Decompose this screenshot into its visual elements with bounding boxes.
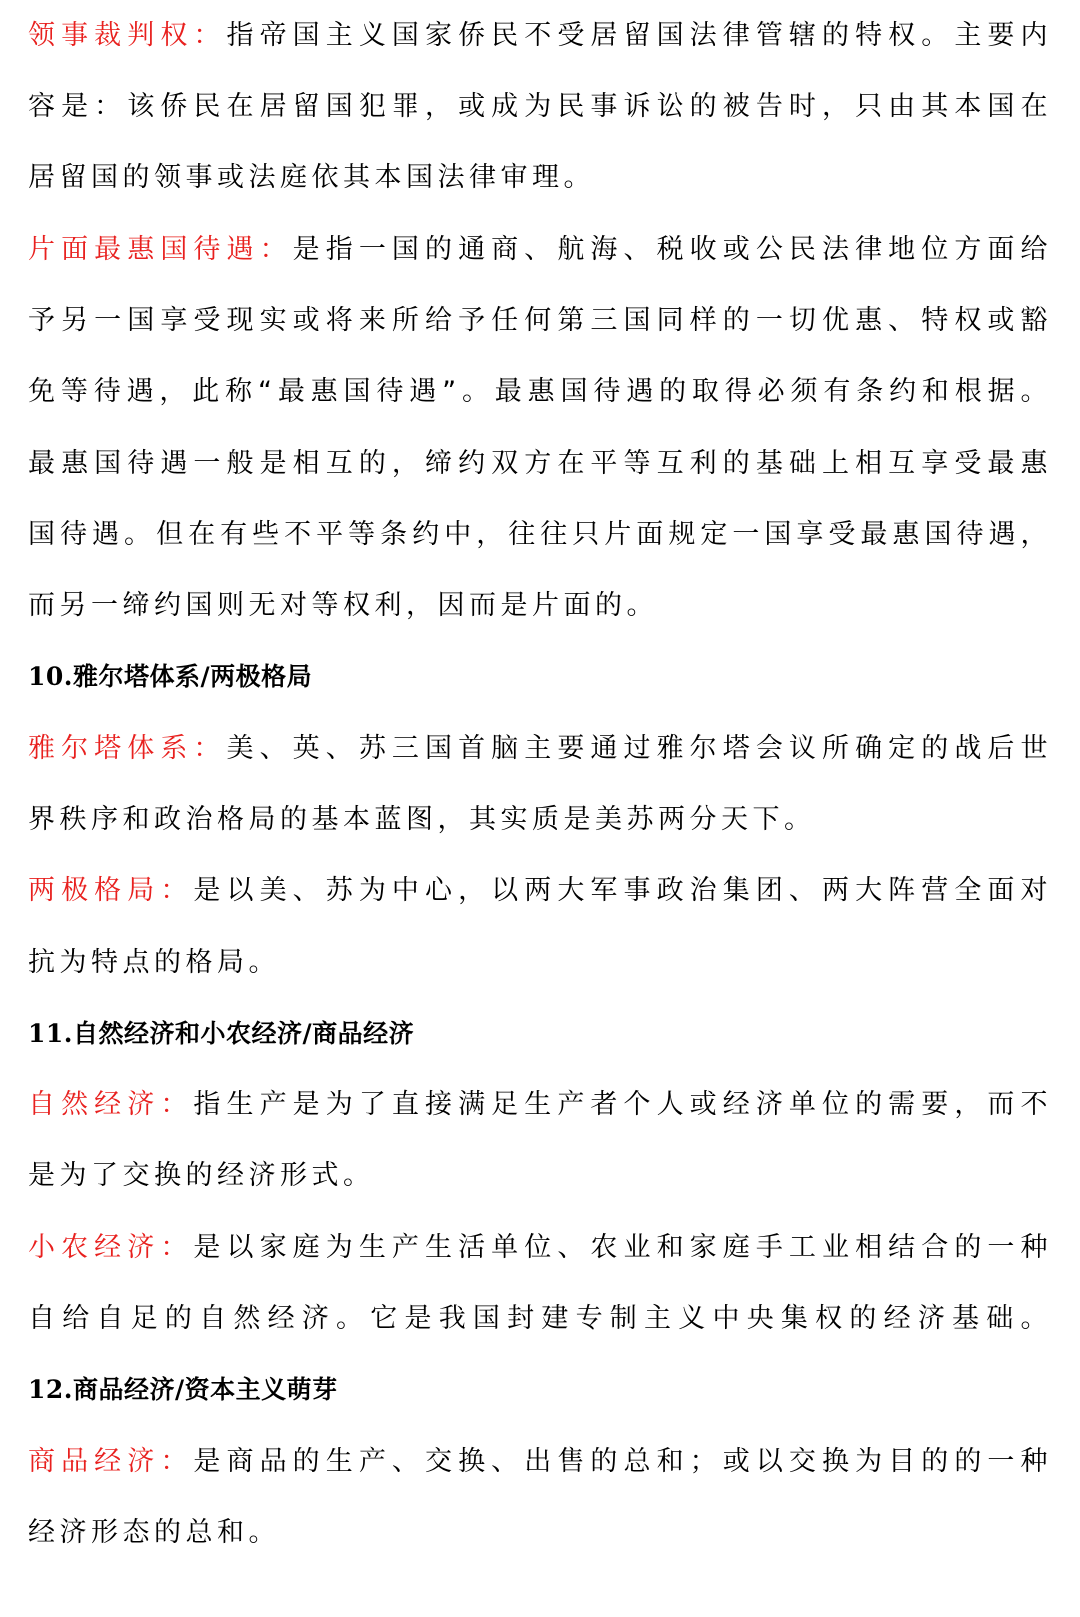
definition-text: 指帝国主义国家侨民不受居留国法律管辖的特权。主要内 (226, 20, 1052, 51)
definition-small-peasant-line-1 (28, 1228, 1052, 1268)
definition-yalta-line-2: 界秩序和政治格局的基本蓝图，其实质是美苏两分天下。 (28, 804, 816, 835)
definition-commodity-economy-line-2: 经济形态的总和。 (28, 1517, 280, 1548)
definition-natural-economy-line-2: 是为了交换的经济形式。 (28, 1160, 375, 1191)
definition-commodity-economy-line-1 (28, 1442, 1052, 1482)
term-bipolar-pattern: 两极格局： (28, 875, 194, 906)
definition-consular-jurisdiction-line-1 (28, 16, 1052, 56)
definition-mfn-line-3: 免等待遇，此称“最惠国待遇”。最惠国待遇的取得必须有条约和根据。 (28, 376, 1052, 407)
section-heading-12: 12.商品经济/资本主义萌芽 (28, 1375, 338, 1404)
definition-text: 是指一国的通商、航海、税收或公民法律地位方面给 (292, 234, 1052, 265)
term-natural-economy: 自然经济： (28, 1089, 194, 1120)
definition-text: 美、英、苏三国首脑主要通过雅尔塔会议所确定的战后世 (226, 733, 1052, 764)
term-unilateral-mfn: 片面最惠国待遇： (28, 234, 293, 265)
definition-text: 是以美、苏为中心，以两大军事政治集团、两大阵营全面对 (193, 875, 1052, 906)
definition-bipolar-line-1 (28, 871, 1052, 911)
definition-consular-jurisdiction-line-2: 容是：该侨民在居留国犯罪，或成为民事诉讼的被告时，只由其本国在 (28, 91, 1052, 122)
definition-text: 是以家庭为生产生活单位、农业和家庭手工业相结合的一种 (193, 1232, 1052, 1263)
term-consular-jurisdiction: 领事裁判权： (28, 20, 227, 51)
definition-mfn-line-4: 最惠国待遇一般是相互的，缔约双方在平等互利的基础上相互享受最惠 (28, 448, 1052, 479)
term-small-peasant-economy: 小农经济： (28, 1232, 194, 1263)
definition-consular-jurisdiction-line-3: 居留国的领事或法庭依其本国法律审理。 (28, 162, 595, 193)
definition-mfn-line-1 (28, 230, 1052, 270)
section-heading-11: 11.自然经济和小农经济/商品经济 (28, 1019, 415, 1048)
definition-natural-economy-line-1 (28, 1085, 1052, 1125)
definition-bipolar-line-2: 抗为特点的格局。 (28, 947, 280, 978)
definition-yalta-line-1 (28, 729, 1052, 769)
definition-small-peasant-line-2: 自给自足的自然经济。它是我国封建专制主义中央集权的经济基础。 (28, 1303, 1052, 1334)
term-yalta-system: 雅尔塔体系： (28, 733, 227, 764)
section-heading-10: 10.雅尔塔体系/两极格局 (28, 662, 313, 691)
definition-mfn-line-5: 国待遇。但在有些不平等条约中，往往只片面规定一国享受最惠国待遇， (28, 519, 1052, 550)
definition-text: 指生产是为了直接满足生产者个人或经济单位的需要，而不 (193, 1089, 1052, 1120)
definition-mfn-line-2: 予另一国享受现实或将来所给予任何第三国同样的一切优惠、特权或豁 (28, 305, 1052, 336)
definition-mfn-line-6: 而另一缔约国则无对等权利，因而是片面的。 (28, 590, 658, 621)
term-commodity-economy: 商品经济： (28, 1446, 194, 1477)
definition-text: 是商品的生产、交换、出售的总和；或以交换为目的的一种 (193, 1446, 1052, 1477)
